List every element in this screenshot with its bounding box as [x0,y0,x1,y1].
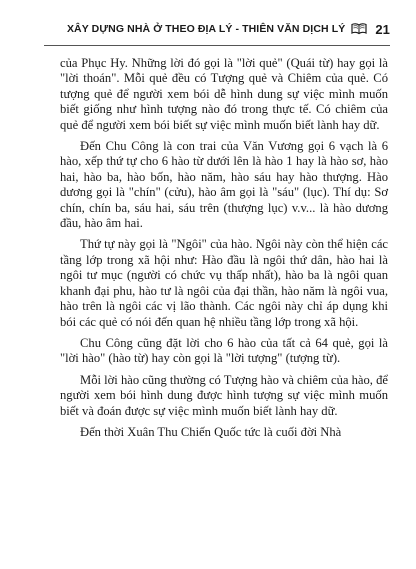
paragraph: của Phục Hy. Những lời đó gọi là "lời quẻ" (Quái từ) hay gọi là "lời thoán". Mỗi quẻ đều có Tượng quẻ và Chiêm của quẻ. Có tượng quẻ để người xem bói dễ hình dung sự việc mình muốn biết giống như hình tượng nào đó trong thực tế. Có chiêm của quẻ để người xem bói biết sự việc mình muốn biết lành hay dữ. [60,56,388,132]
paragraph: Đến thời Xuân Thu Chiến Quốc tức là cuối đời Nhà [80,424,342,439]
header-divider [44,45,390,46]
running-title: XÂY DỰNG NHÀ Ở THEO ĐỊA LÝ - THIÊN VĂN DỊCH LÝ [66,23,346,35]
paragraph: Chu Công cũng đặt lời cho 6 hào của tất cả 64 quẻ, gọi là "lời hào" (hào từ) hay còn gọi là "lời tượng" (tượng từ). [60,335,388,366]
paragraph: Mỗi lời hào cũng thường có Tượng hào và chiêm của hào, để người xem bói hình dung được hình tượng sự việc mình muốn biết và đoán được sự việc mình muốn biết lành hay dữ. [60,372,388,418]
page-number: 21 [375,21,390,37]
paragraph: Thứ tự này gọi là "Ngôi" của hào. Ngôi này còn thể hiện các tầng lớp trong xã hội như: Hào đầu là ngôi thứ dân, hào hai là ngôi tư mục (người có chức vụ thấp nhất), hào ba là ngôi quan khanh đại phu, hào tư là ngôi của đại thần, hào năm là ngôi vua, hào trên là ngôi các vị lão thành. Các ngôi này chỉ áp dụng khi bói các quẻ có nói đến quan hệ nhiều tầng lớp trong xã hội. [60,237,388,329]
book-icon [351,23,367,35]
running-header [44,20,390,38]
page-body [60,56,388,446]
paragraph: Đến Chu Công là con trai của Văn Vương gọi 6 vạch là 6 hào, xếp thứ tự cho 6 hào từ dưới lên là hào 1 hay là hào sơ, hào hai, hào ba, hào bốn, hào năm, hào sáu hay hào thượng. Hào dương gọi là "chín" (cửu), hào âm gọi là "sáu" (lục). Thí dụ: Sơ chín, chín ba, sáu hai, sáu trên (thượng lục) v.v... là hào dương đầu, hào âm hai. [60,139,388,231]
